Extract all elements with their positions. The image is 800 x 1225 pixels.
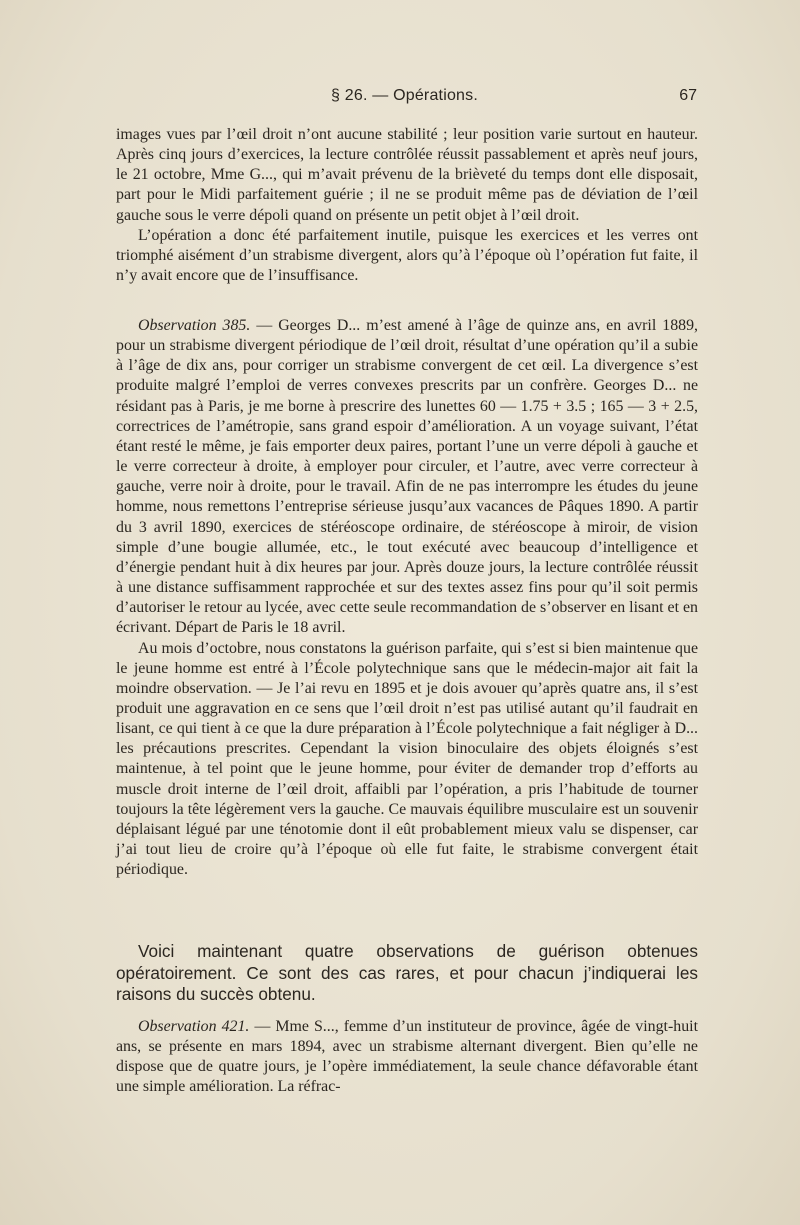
observation-421-paragraph	[116, 1017, 698, 1098]
observation-421	[116, 1017, 698, 1098]
observation-385-followup: Au mois d’octobre, nous constatons la guérison parfaite, qui s’est si bien maintenue que le jeune homme est entré à l’École polytechnique sans que le médecin-major ait fait la moindre observation. — Je l’ai revu en 1895 et je dois avouer qu’après quatre ans, il s’est produit une aggravation en ce sens que l’œil droit n’est pas utilisé autant qu’il faudrait en lisant, ce qui tient à ce que la dure préparation à l’École polytechnique a fait négliger à D... les précautions prescrites. Cependant la vision binoculaire des objets éloignés s’est maintenue, à tel point que le jeune homme, pour éviter de demander trop d’efforts au muscle droit interne de l’œil droit, affaibli par l’opération, a pris l’habitude de tourner toujours la tête légèrement vers la gauche. Ce mauvais équilibre musculaire est un souvenir déplaisant légué par une ténotomie dont il eût probablement mieux valu se dispenser, car j’ai tout lieu de croire qu’à l’époque où elle fut faite, le strabisme convergent était périodique.	[116, 639, 698, 879]
observation-385-label: Observation 385.	[138, 317, 251, 334]
observation-385-paragraph	[116, 316, 698, 639]
paragraph-conclusion: L’opération a donc été parfaitement inutile, puisque les exercices et les verres ont triomphé aisément d’un strabisme divergent, alors qu’à l’époque où l’opération fut faite, il n’y avait encore que de l’insuffisance.	[116, 226, 698, 285]
observation-385	[116, 316, 698, 880]
observation-385-text: — Georges D... m’est amené à l’âge de quinze ans, en avril 1889, pour un strabisme divergent périodique de l’œil droit, résultat d’une opération qu’il a subie à l’âge de dix ans, pour corriger un strabisme convergent de cet œil. La divergence s’est produite malgré l’emploi de verres convexes prescrits par un confrère. Georges D... ne résidant pas à Paris, je me borne à prescrire des lunettes 60 — 1.75 + 3.5 ; 165 — 3 + 2.5, correctrices de l’amétropie, sans grand espoir d’amélioration. A un voyage suivant, l’état étant resté le même, je fais emporter deux paires, portant l’une un verre dépoli à gauche et le verre correcteur à droite, à employer pour circuler, et l’autre, avec verre correcteur à gauche, verre noir à droite, pour le travail. Afin de ne pas interrompre les études du jeune homme, nous remettons l’entreprise sérieuse jusqu’aux vacances de Pâques 1890. A partir du 3 avril 1890, exercices de stéréoscope ordinaire, de stéréoscope à miroir, de vision simple d’une bougie allumée, etc., le tout exécuté avec beaucoup d’intelligence et d’énergie pendant huit à dix heures par jour. Après douze jours, la lecture contrôlée réussit à une distance suffisamment rapprochée et sur des textes assez fins pour qu’il soit permis d’autoriser le retour au lycée, avec cette seule recommandation de s’observer en lisant et en écrivant. Départ de Paris le 18 avril.	[116, 317, 698, 637]
section-title: § 26. — Opérations.	[331, 87, 478, 104]
text-block-top	[116, 125, 698, 286]
paragraph-continuation: images vues par l’œil droit n’ont aucune stabilité ; leur position varie surtout en hauteur. Après cinq jours d’exercices, la lecture contrôlée réussit passablement et après neuf jours, le 21 octobre, Mme G..., qui m’avait prévenu de la brièveté du temps dont elle disposait, part pour le Midi parfaitement guérie ; il ne se produit même pas de déviation de l’œil gauche sous le verre dépoli quand on présente un petit objet à l’œil droit.	[116, 126, 698, 224]
intro-paragraph: Voici maintenant quatre observations de guérison obtenues opératoirement. Ce sont des cas rares, et pour chacun j’indiquerai les raisons du succès obtenu.	[116, 941, 698, 1004]
page-number: 67	[679, 87, 697, 104]
intro-paragraph-block	[116, 941, 698, 1006]
observation-421-text: — Mme S..., femme d’un instituteur de province, âgée de vingt-huit ans, se présente en mars 1894, avec un strabisme alternant divergent. Bien qu’elle ne dispose que de quatre jours, je l’opère immédiatement, la seule chance défavorable étant une simple amélioration. La réfrac-	[116, 1018, 698, 1096]
running-header	[112, 87, 697, 111]
observation-421-label: Observation 421.	[138, 1018, 250, 1035]
